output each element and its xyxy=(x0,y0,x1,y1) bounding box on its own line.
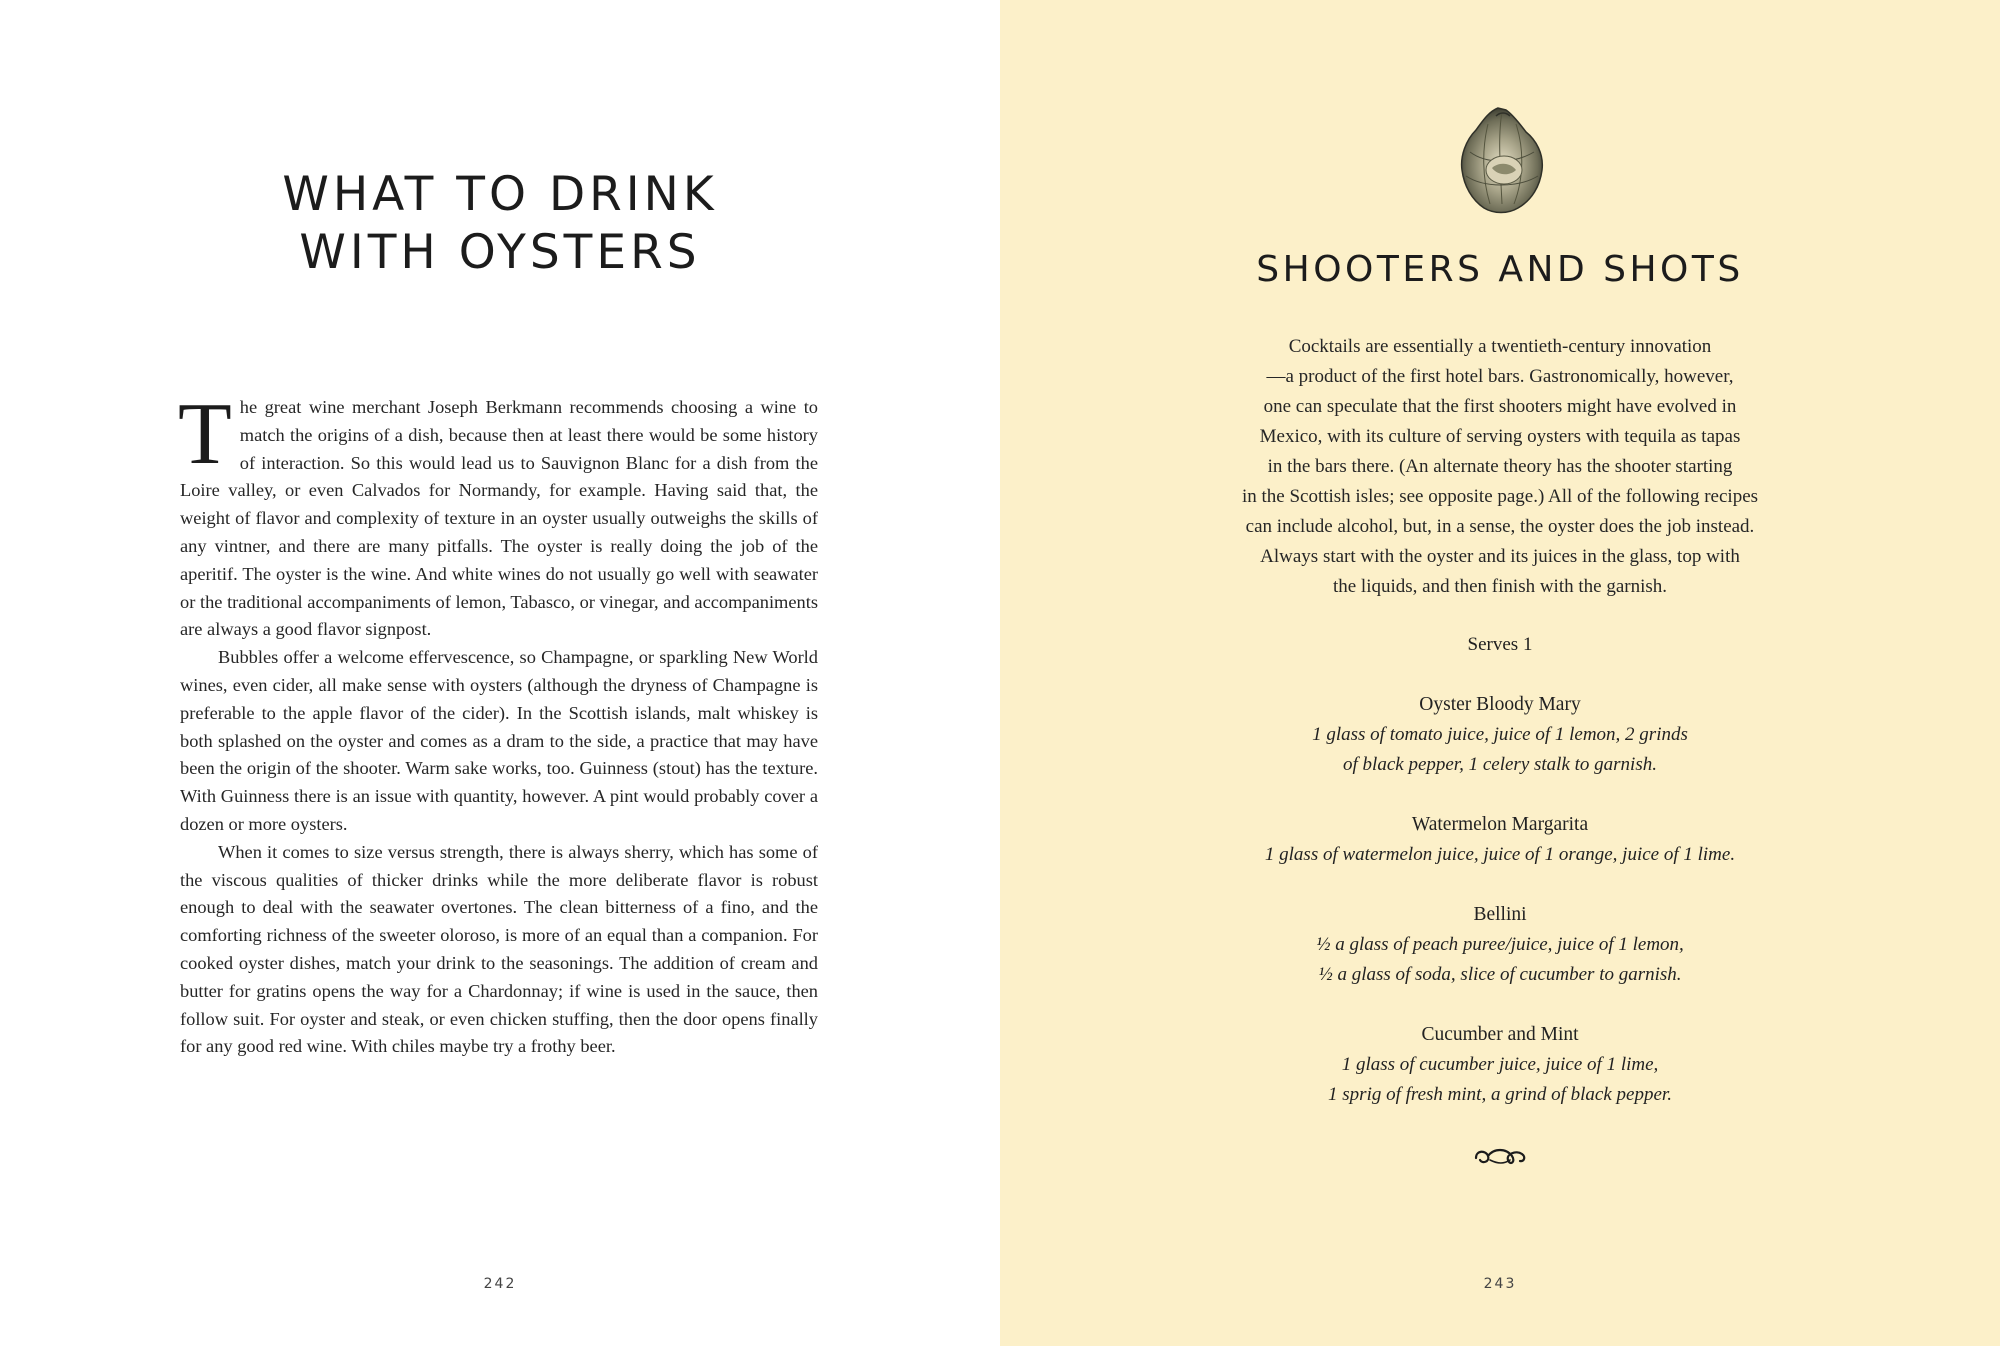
page-number-left: 242 xyxy=(483,1276,517,1292)
recipe-name: Watermelon Margarita xyxy=(1411,814,1589,835)
paragraph-3: When it comes to size versus strength, there is always sherry, which has some of the viscous qualities of thicker drinks while the more deliberate flavor is robust enough to deal with the seawater overtones. The clean bitterness of a fino, and the comforting richness of the sweeter oloroso, is more of an equal than a companion. For cooked oyster dishes, match your drink to the seasonings. The addition of cream and butter for gratins opens the way for a Chardonnay; if wine is used in the sauce, then follow suit. For oyster and steak, or even chicken stuffing, then the door opens finally for any good red wine. With chiles maybe try a frothy beer. xyxy=(180,841,818,1057)
ingredient-line: of black pepper, 1 celery stalk to garnish. xyxy=(1343,754,1657,775)
recipe-oyster-bloody-mary xyxy=(1000,690,2000,780)
intro-line: Cocktails are essentially a twentieth-century innovation xyxy=(1288,336,1712,357)
paragraph-2: Bubbles offer a welcome effervescence, so Champagne, or sparkling New World wines, even cider, all make sense with oysters (although the dryness of Champagne is preferable to the apple flavor of the cider). In the Scottish islands, malt whiskey is both splashed on the oyster and comes as a dram to the side, a practice that may have been the origin of the shooter. Warm sake works, too. Guinness (stout) has the texture. With Guinness there is an issue with quantity, however. A pint would probably cover a dozen or more oysters. xyxy=(180,647,818,834)
page-number-right: 243 xyxy=(1483,1276,1517,1292)
title-line-2: WITH OYSTERS xyxy=(299,225,701,280)
recipe-list xyxy=(1000,690,2000,1140)
intro-line: can include alcohol, but, in a sense, the oyster does the job instead. xyxy=(1245,516,1755,537)
right-page xyxy=(1000,0,2000,1346)
paragraph-1-text: he great wine merchant Joseph Berkmann recommends choosing a wine to match the origins of a dish, because then at least there would be some history of interaction. So this would lead us to Sauvignon Blanc for a dish from the Loire valley, or even Calvados for Normandy, for example. Having said that, the weight of flavor and complexity of texture in an oyster usually outweighs the skills of any vintner, and there are many pitfalls. The oyster is really doing the job of the aperitif. The oyster is the wine. And white wines do not usually go well with seawater or the traditional accompaniments of lemon, Tabasco, or vinegar, and accompaniments are always a good flavor signpost. xyxy=(180,397,818,640)
intro-line: Mexico, with its culture of serving oysters with tequila as tapas xyxy=(1259,426,1741,447)
ingredient-line: 1 glass of tomato juice, juice of 1 lemon, 2 grinds xyxy=(1312,724,1688,745)
intro-line: in the Scottish isles; see opposite page.) All of the following recipes xyxy=(1241,486,1759,507)
article-body xyxy=(178,386,818,1061)
recipe-name: Oyster Bloody Mary xyxy=(1419,694,1581,715)
intro-line: in the bars there. (An alternate theory has the shooter starting xyxy=(1267,456,1733,477)
ingredient-line: 1 glass of watermelon juice, juice of 1 orange, juice of 1 lime. xyxy=(1264,844,1736,865)
recipe-name: Bellini xyxy=(1473,904,1527,925)
recipe-cucumber-and-mint xyxy=(1000,1020,2000,1110)
intro-line: one can speculate that the first shooters might have evolved in xyxy=(1263,396,1737,417)
recipe-ingredients xyxy=(1000,840,2000,870)
title-line-1: WHAT TO DRINK xyxy=(282,167,718,222)
intro-line: the liquids, and then finish with the garnish. xyxy=(1332,576,1668,597)
recipe-watermelon-margarita xyxy=(1000,810,2000,870)
flourish-ornament-icon xyxy=(1470,1140,1530,1170)
recipe-ingredients xyxy=(1000,1050,2000,1110)
drop-cap: T xyxy=(178,386,232,483)
intro-line: Always start with the oyster and its juices in the glass, top with xyxy=(1260,546,1740,567)
oyster-shell-icon xyxy=(1458,104,1544,216)
ingredient-line: 1 sprig of fresh mint, a grind of black pepper. xyxy=(1328,1084,1672,1105)
recipe-ingredients xyxy=(1000,930,2000,990)
page-title-right: SHOOTERS AND SHOTS xyxy=(1256,249,1744,290)
ingredient-line: 1 glass of cucumber juice, juice of 1 lime, xyxy=(1341,1054,1659,1075)
paragraph-1 xyxy=(178,386,818,644)
page-title-left xyxy=(0,166,1000,282)
intro-text xyxy=(1180,332,1820,602)
serves-label: Serves 1 xyxy=(1467,634,1533,655)
intro-line: —a product of the first hotel bars. Gastronomically, however, xyxy=(1266,366,1734,387)
recipe-ingredients xyxy=(1000,720,2000,780)
recipe-name: Cucumber and Mint xyxy=(1421,1024,1579,1045)
recipe-bellini xyxy=(1000,900,2000,990)
ingredient-line: ½ a glass of soda, slice of cucumber to garnish. xyxy=(1318,964,1682,985)
ingredient-line: ½ a glass of peach puree/juice, juice of 1 lemon, xyxy=(1316,934,1684,955)
